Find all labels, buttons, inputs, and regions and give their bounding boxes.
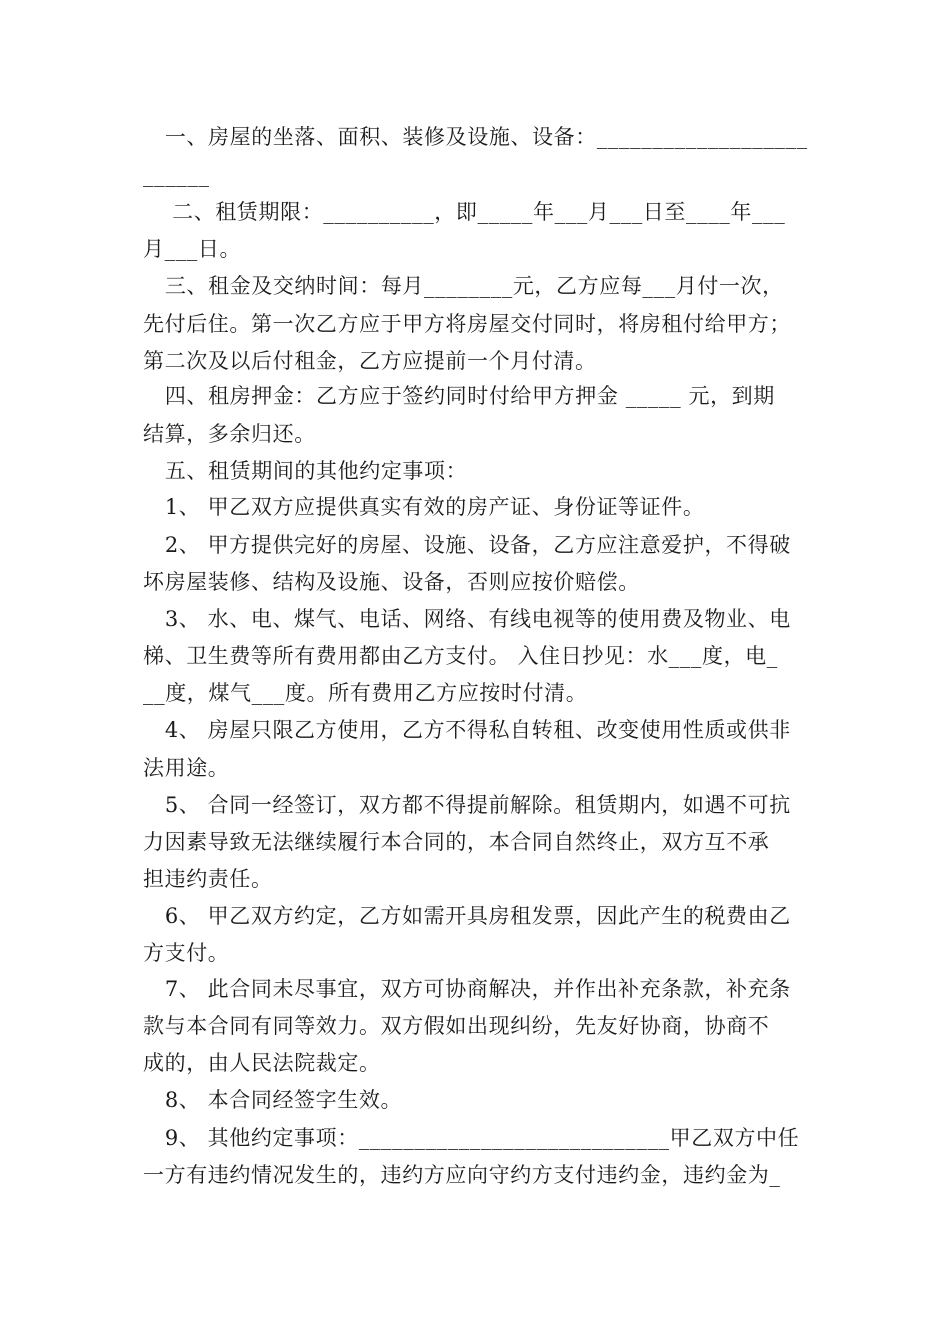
item-4-continued: 法用途。 [143,756,230,780]
item-3-line-3: __度，煤气___度。所有费用乙方应按时付清。 [143,681,588,705]
item-5: 5、 合同一经签订，双方都不得提前解除。租赁期内，如遇不可抗 [143,793,791,817]
item-2: 2、 甲方提供完好的房屋、设施、设备，乙方应注意爱护，不得破 [143,533,791,557]
clause-2-continued: 月___日。 [143,237,242,261]
clause-2-lease-term: 二、租赁期限：__________，即_____年___月___日至____年___ [143,200,786,224]
clause-3-rent: 三、租金及交纳时间：每月________元，乙方应每___月付一次， [143,274,784,298]
clause-1-continued: ______ [143,163,210,187]
item-3: 3、 水、电、煤气、电话、网络、有线电视等的使用费及物业、电 [143,607,791,631]
clause-4-deposit: 四、租房押金：乙方应于签约同时付给甲方押金 _____ 元，到期 [143,384,775,408]
item-2-continued: 坏房屋装修、结构及设施、设备，否则应按价赔偿。 [143,570,640,594]
item-6-continued: 方支付。 [143,941,230,965]
clause-1-location: 一、房屋的坐落、面积、装修及设施、设备：___________________ [143,125,808,149]
item-7: 7、 此合同未尽事宜，双方可协商解决，并作出补充条款，补充条 [143,977,791,1001]
item-3-line-2: 梯、卫生费等所有费用都由乙方支付。 入住日抄见：水___度，电_ [143,644,778,668]
clause-5-heading: 五、租赁期间的其他约定事项： [143,459,468,483]
item-7-line-2: 款与本合同有同等效力。双方假如出现纠纷，先友好协商，协商不 [143,1014,770,1038]
clause-4-continued: 结算，多余归还。 [143,422,316,446]
item-5-line-3: 担违约责任。 [143,867,273,891]
item-1: 1、 甲乙双方应提供真实有效的房产证、身份证等证件。 [143,495,705,519]
item-6: 6、 甲乙双方约定，乙方如需开具房租发票，因此产生的税费由乙 [143,904,791,928]
item-7-line-3: 成的，由人民法院裁定。 [143,1051,381,1075]
clause-3-line-2: 先付后住。第一次乙方应于甲方将房屋交付同时，将房租付给甲方； [143,312,791,336]
item-9-continued: 一方有违约情况发生的，违约方应向守约方支付违约金，违约金为_ [143,1163,781,1187]
clause-3-line-3: 第二次及以后付租金，乙方应提前一个月付清。 [143,349,597,373]
item-5-line-2: 力因素导致无法继续履行本合同的，本合同自然终止，双方互不承 [143,830,770,854]
item-9: 9、 其他约定事项：____________________________甲乙双方中任 [143,1126,800,1150]
item-4: 4、 房屋只限乙方使用，乙方不得私自转租、改变使用性质或供非 [143,718,791,742]
item-8: 8、 本合同经签字生效。 [143,1088,403,1112]
